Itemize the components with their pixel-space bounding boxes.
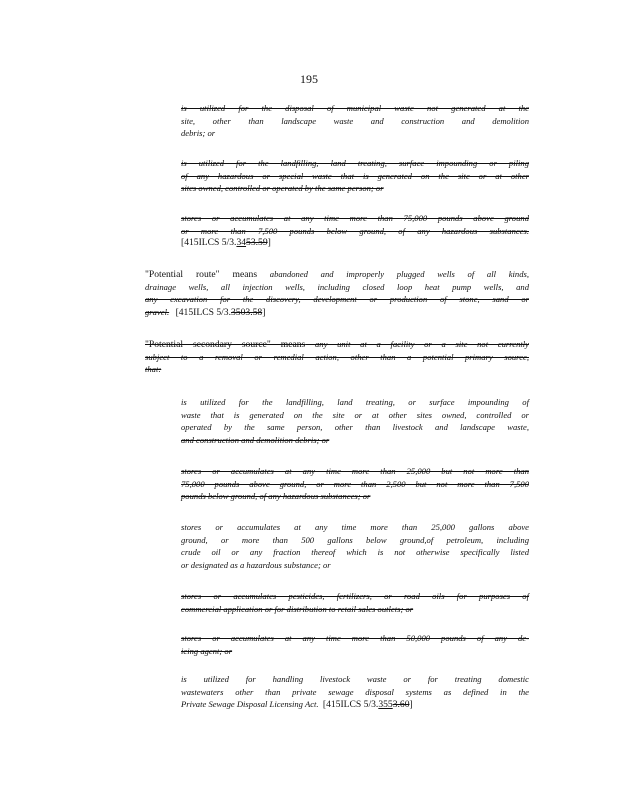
definition-text: any unit at a facility or a site not currently	[314, 339, 529, 349]
text-line: and construction and demolition debris; or	[181, 434, 330, 445]
text-line: or designated as a hazardous substance; or	[181, 559, 331, 570]
text-line: icing agent; or	[181, 645, 233, 656]
citation-deleted: 53.59	[246, 237, 268, 249]
text-line: stores or accumulates at any time more than 25,000 but not more than	[181, 466, 529, 476]
text-line: stores or accumulates at any time more than 25,000 gallons above	[181, 522, 529, 532]
citation-text: [415ILCS 5/3.	[181, 237, 237, 249]
text-line	[181, 698, 529, 711]
text-line: is utilized for the disposal of municipal waste not generated at the	[181, 103, 529, 113]
clause-stores-25000-pounds	[181, 465, 529, 503]
text-line: site, other than landscape waste and construction and demolition	[181, 115, 529, 126]
citation-end: ]	[267, 237, 271, 249]
citation-deleted: 3503.58	[231, 306, 263, 318]
text-line: is utilized for the landfilling, land treating, or surface impounding of	[181, 397, 529, 407]
text-line: any excavation for the discovery, development or production of stone, sand or	[145, 294, 529, 305]
text-line: drainage wells, all injection wells, including closed loop heat pump wells, and	[145, 281, 529, 292]
act-name: Private Sewage Disposal Licensing Act.	[181, 699, 319, 710]
citation-inserted: 34	[236, 237, 247, 249]
text-line: 75,000 pounds above ground, or more than 2,500 but not more than 7,500	[181, 478, 529, 489]
text-line	[145, 306, 529, 319]
citation-text: [415ILCS 5/3.	[175, 306, 231, 318]
clause-stores-75000	[181, 212, 529, 250]
text-line: pounds below ground, of any hazardous substances; or	[181, 491, 371, 502]
defined-term: "Potential secondary source" means	[145, 339, 306, 350]
citation-end: ]	[409, 699, 413, 711]
page-number: 195	[300, 72, 318, 86]
text-line: subject to a removal or remedial action, other than a potential primary source,	[145, 351, 529, 362]
text-line: commercial application or for distribution to retail sales outlets; or	[181, 603, 414, 614]
text-line: crude oil or any fraction thereof which is not otherwise specifically listed	[181, 547, 529, 558]
text-line: is utilized for handling livestock waste or for treating domestic	[181, 674, 529, 684]
clause-municipal-waste	[181, 102, 529, 140]
text-line	[145, 268, 529, 281]
definition-text: abandoned and improperly plugged wells of all kinds,	[269, 269, 529, 279]
deleted-text: gravel.	[145, 306, 170, 317]
citation-deleted: 3.60	[392, 699, 410, 711]
text-line: is utilized for the landfilling, land treating, surface impounding or piling	[181, 158, 529, 168]
text-line: or more than 7,500 pounds below ground, of any hazardous substances.	[181, 225, 529, 236]
clause-stores-petroleum	[181, 521, 529, 571]
citation-end: ]	[262, 306, 266, 318]
citation-text: [415ILCS 5/3.	[322, 699, 379, 711]
text-line: sites owned, controlled or operated by the same person; or	[181, 183, 384, 194]
clause-livestock-waste	[181, 673, 529, 711]
defined-term: "Potential route" means	[145, 269, 258, 280]
definition-potential-secondary-source	[145, 338, 529, 376]
text-line: stores or accumulates at any time more than 50,000 pounds of any de-	[181, 633, 529, 643]
clause-landfilling-waste	[181, 396, 529, 446]
text-line	[145, 338, 529, 351]
citation	[181, 237, 529, 250]
text-line: of any hazardous or special waste that is generated on the site or at other	[181, 170, 529, 181]
text-line: operated by the same person, other than livestock and landscape waste,	[181, 422, 529, 433]
text-line: stores or accumulates pesticides, fertilizers, or road oils for purposes of	[181, 591, 529, 601]
text-line: that:	[145, 364, 162, 375]
definition-potential-route	[145, 268, 529, 318]
clause-deicing-agent	[181, 632, 529, 657]
clause-landfilling-hazardous	[181, 157, 529, 195]
text-line: waste that is generated on the site or at other sites owned, controlled or	[181, 409, 529, 420]
text-line: stores or accumulates at any time more than 75,000 pounds above ground	[181, 213, 529, 223]
citation-inserted: 355	[378, 699, 393, 711]
text-line: debris; or	[181, 128, 216, 139]
clause-pesticides	[181, 590, 529, 615]
text-line: wastewaters other than private sewage disposal systems as defined in the	[181, 686, 529, 697]
text-line: ground, or more than 500 gallons below ground,of petroleum, including	[181, 534, 529, 545]
